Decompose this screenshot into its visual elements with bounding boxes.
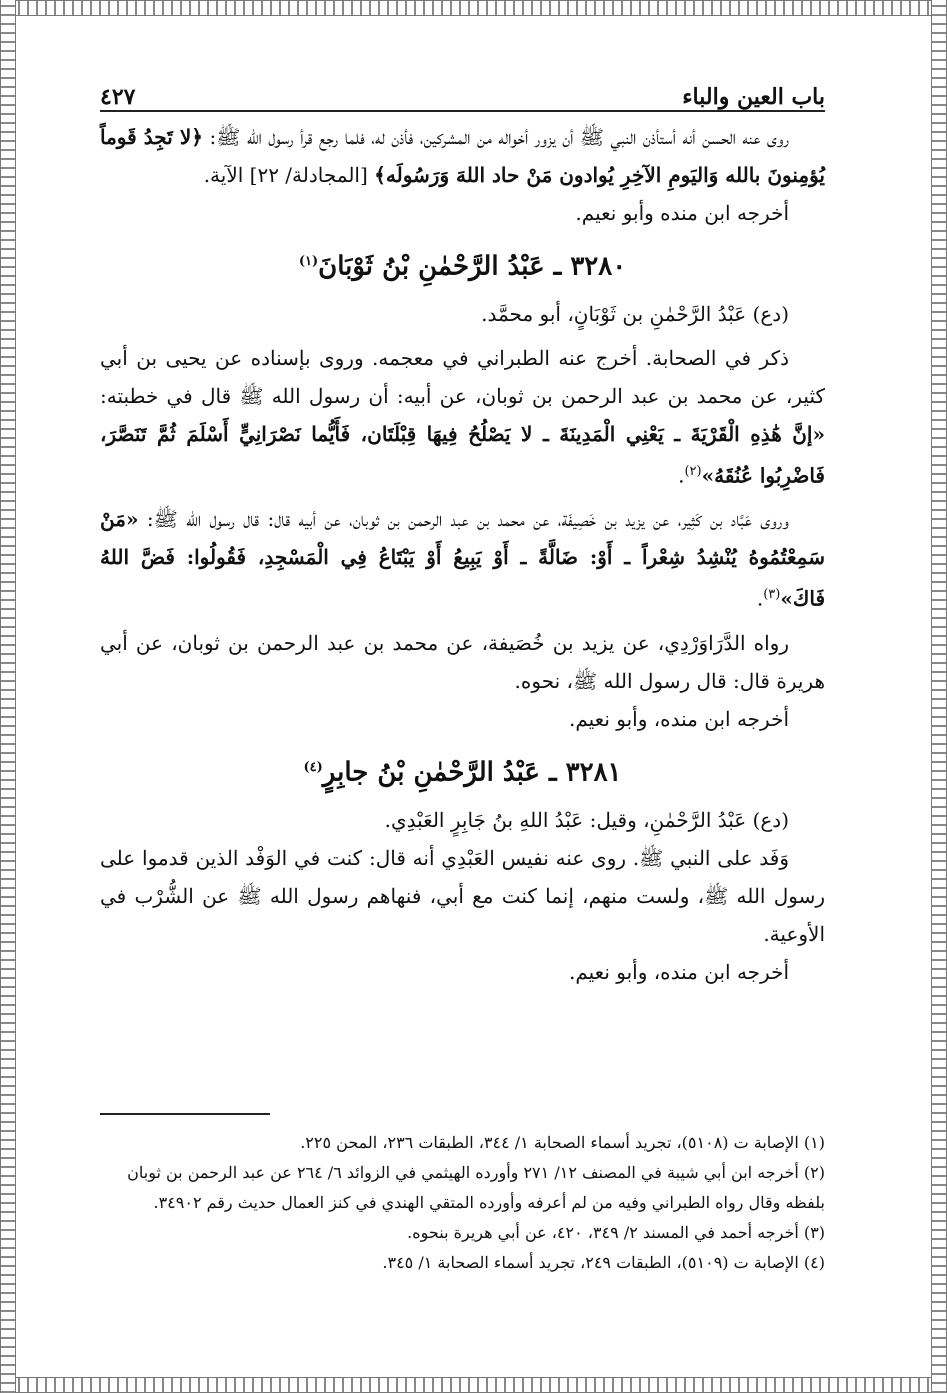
- footnote-divider: [100, 1113, 270, 1115]
- hadith-text: «مَنْ سَمِعْتُمُوهُ يُنْشِدُ شِعْراً ـ أَوْ: ضَالَّةً ـ أَوْ يَبِيعُ أَوْ يَبْتَاعُ فِي الْمَسْجِدِ، فَقُولُوا: فَضَّ اللهُ فَاكَ»: [100, 507, 825, 611]
- footnote-ref: (٣): [763, 587, 781, 603]
- paragraph: أخرجه ابن منده، وأبو نعيم.: [568, 706, 789, 731]
- entry-title: ٣٢٨٠ ـ عَبْدُ الرَّحْمٰنِ بْنُ ثَوْبَانَ$^{(١)}$: [298, 251, 627, 282]
- verse-reference: [المجادلة/ ٢٢] الآية.: [203, 163, 368, 187]
- hadith-text: «إنَّ هَٰذِهِ الْقَرْيَةَ ـ يَعْنِي الْمَدِينَةَ ـ لا يَصْلُحُ فِيهَا قِبْلَتَان، فَأَيُّما نَصْرَانِيٍّ أَسْلَمَ ثُمَّ تَنَصَّرَ، فَاضْرِبُوا عُنُقَهُ»: [100, 421, 825, 488]
- border-top: [0, 0, 947, 16]
- footnote: (٤) الإصابة ت (٥١٠٩)، الطبقات ٢٤٩، تجريد أسماء الصحابة ١/ ٣٤٥.: [382, 1253, 825, 1272]
- running-header: [100, 70, 825, 112]
- paragraph: روى عنه الحسن أنه أستأذن النبي ﷺ أن يزور أخواله من المشركين، فأذن له، فلما رجع قرأ رسول الله ﷺ: ﴿لا تَجِدُ قَوماً يُؤمِنونَ بالله وَاليَومِ الآخِرِ يُوادون مَنْ حاد اللهَ وَرَسُولَه﴾ [المجادلة/ ٢٢] الآية.: [100, 125, 825, 187]
- footnote-ref: (٢): [684, 463, 702, 479]
- footnotes: [100, 1128, 825, 1278]
- paragraph: وروى عَبَّاد بن كَثِير، عن يزيد بن خَصِيفَة، عن محمد بن عبد الرحمن بن ثوبان، عن أبيه قال: قال رسول الله ﷺ: «مَنْ سَمِعْتُمُوهُ يُنْشِدُ شِعْراً ـ أَوْ: ضَالَّةً ـ أَوْ يَبِيعُ أَوْ يَبْتَاعُ فِي الْمَسْجِدِ، فَقُولُوا: فَضَّ اللهُ فَاكَ»$^{(٣)}$.: [100, 507, 825, 611]
- chapter-title: باب العين والباء: [682, 84, 825, 110]
- paragraph: أخرجه ابن منده وأبو نعيم.: [575, 201, 789, 225]
- paragraph: (دع) عَبْدُ الرَّحْمٰنِ، وقيل: عَبْدُ اللهِ بنُ جَابِرٍ العَبْدِي.: [384, 807, 789, 832]
- footnote-ref: (٤): [303, 759, 323, 775]
- footnote: (٣) أخرجه أحمد في المسند ٢/ ٣٤٩، ٤٢٠، عن أبي هريرة بنحوه.: [407, 1223, 825, 1242]
- page-content: [100, 70, 825, 991]
- border-right: [931, 0, 947, 1393]
- paragraph: وَفَد على النبي ﷺ. روى عنه نفيس العَبْدِي أنه قال: كنت في الوَفْد الذين قدموا على رسول الله ﷺ، ولست منهم، إنما كنت مع أبي، فنهاهم رسول الله ﷺ عن الشُّرْب في الأوعية.: [100, 845, 825, 946]
- paragraph: رواه الدَّرَاوَرْدِي، عن يزيد بن خُصَيفة، عن محمد بن عبد الرحمن بن ثوبان، عن أبي هريرة قال: قال رسول الله ﷺ، نحوه.: [100, 630, 825, 693]
- footnote-ref: (١): [298, 254, 319, 269]
- paragraph: أخرجه ابن منده، وأبو نعيم.: [568, 959, 789, 984]
- footnote: (١) الإصابة ت (٥١٠٨)، تجريد أسماء الصحابة ١/ ٣٤٤، الطبقات ٢٣٦، المحن ٢٢٥.: [300, 1133, 825, 1152]
- quran-verse: ﴿لا تَجِدُ قَوماً يُؤمِنونَ بالله وَاليَومِ الآخِرِ يُوادون مَنْ حاد اللهَ وَرَسُولَه﴾: [100, 125, 825, 187]
- page-number: ٤٢٧: [100, 84, 136, 110]
- border-left: [0, 0, 16, 1393]
- entry-title: ٣٢٨١ ـ عَبْدُ الرَّحْمٰنِ بْنُ جابِرٍ$^{(٤)}$: [303, 757, 622, 788]
- border-bottom: [0, 1377, 947, 1393]
- paragraph: ذكر في الصحابة. أخرج عنه الطبراني في معجمه. وروى بإسناده عن يحيى بن أبي كثير، عن محمد بن عبد الرحمن بن ثوبان، عن أبيه: أن رسول الله ﷺ قال في خطبته: «إنَّ هَٰذِهِ الْقَرْيَةَ ـ يَعْنِي الْمَدِينَةَ ـ لا يَصْلُحُ فِيهَا قِبْلَتَان، فَأَيُّما نَصْرَانِيٍّ أَسْلَمَ ثُمَّ تَنَصَّرَ، فَاضْرِبُوا عُنُقَهُ»$^{(٢)}$.: [100, 345, 825, 488]
- main-text: [100, 118, 825, 991]
- paragraph: (دع) عَبْدُ الرَّحْمٰنِ بن ثَوْبَانٍ، أبو محمَّد.: [481, 301, 789, 326]
- footnote: (٢) أخرجه ابن أبي شيبة في المصنف ١٢/ ٢٧١ وأورده الهيثمي في الزوائد ٦/ ٢٦٤ عن عبد الرحمن بن ثوبان بلفظه وقال رواه الطبراني وفيه من لم أعرفه وأورده المتقي الهندي في كنز العمال حديث رقم ٣٤٩٠٢.: [127, 1163, 825, 1212]
